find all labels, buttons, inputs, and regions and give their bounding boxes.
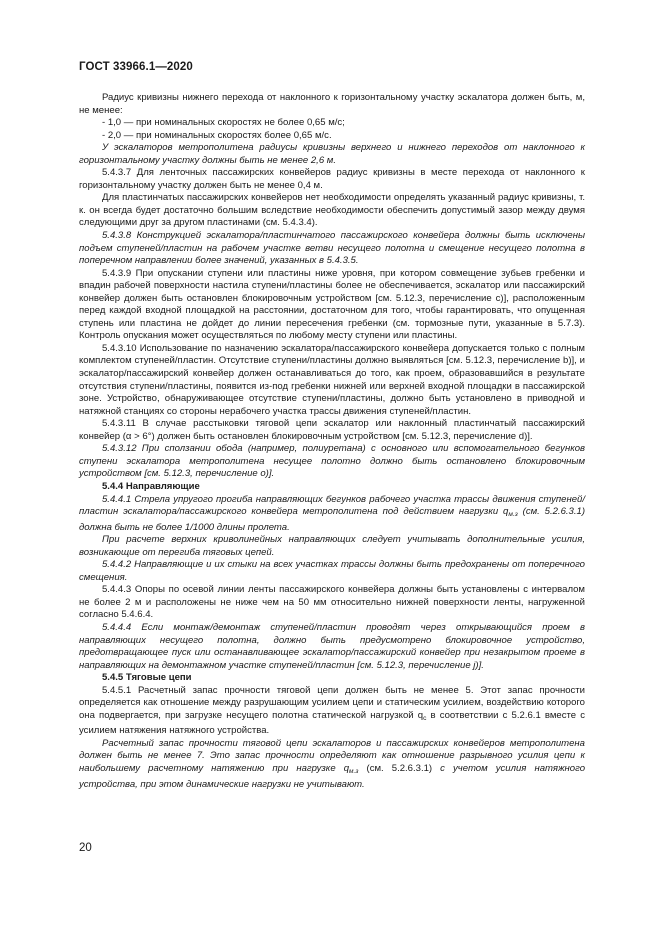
clause-text: Расчетный запас прочности тяговой цепи эскалаторов и пассажирских конвейеров метрополитена должен быть не менее 7. Это запас прочности определяют как отношение разрывного усилия цепи к наибольшему расчетному натяжению при нагрузке q: [79, 737, 585, 774]
clause-5-4-4-2: 5.4.4.2 Направляющие и их стыки на всех участках трассы должны быть предохранены от поперечного смещения.: [79, 559, 585, 583]
clause-5-4-4-3: 5.4.4.3 Опоры по осевой линии ленты пассажирского конвейера должны быть установлены с интервалом не более 2 м и расположены не ниже чем на 50 мм относительно нижней поверхности ленты, нагруженной согласно 5.4.6.4.: [79, 584, 585, 621]
section-heading-5-4-4: 5.4.4 Направляющие: [102, 480, 200, 492]
clause-5-4-4-1: [79, 494, 585, 535]
clause-text: (см. 5.2.6.3.1) должна быть не более 1/1000 длины пролета.: [79, 506, 585, 533]
section-heading-5-4-5: 5.4.5 Тяговые цепи: [102, 672, 192, 684]
clause-text: 5.4.4.1 Стрела упругого прогиба направляющих бегунков рабочего участка трассы движения ступеней/пластин эскалатора/пассажирского конвейера метрополитена под действием нагрузки q: [79, 493, 585, 518]
document-header: ГОСТ 33966.1—2020: [79, 61, 193, 73]
clause-5-4-3-12: 5.4.3.12 При сползании обода (например, полиуретана) с основного или вспомогательного бегунков ступени эскалатора метрополитена несущее полотно должно быть остановлено блокировочным устройством [см. 5.12.3, перечисление о)].: [79, 443, 585, 480]
paragraph: Радиус кривизны нижнего перехода от наклонного к горизонтальному участку эскалатора должен быть, м, не менее:: [79, 92, 585, 116]
clause-text: (см. 5.2.6.3.1): [358, 762, 433, 774]
clause-5-4-3-10: 5.4.3.10 Использование по назначению эскалатора/пассажирского конвейера допускается только с полным комплектом ступеней/пластин. Отсутствие ступени/пластины должно выявляться [см. 5.12.3, перечисление b)], и эскалатор/пассажирский конвейер должен останавливаться до того, как проем, образовавшийся в результате отсутствия ступени/пластины, появится из-под гребенки нижней или верхней входной площадки в пассажирской зоне. Устройство, обнаруживающее отсутствие ступени/пластины, должно быть установлено в приводной и натяжной станциях со стороны нерабочего участка трассы движения ступеней/пластин.: [79, 342, 585, 417]
list-item: - 1,0 — при номинальных скоростях не более 0,65 м/с;: [102, 117, 345, 129]
subscript: с: [423, 714, 427, 722]
paragraph: [79, 738, 585, 791]
page-body: [79, 92, 585, 791]
clause-5-4-3-7: 5.4.3.7 Для ленточных пассажирских конвейеров радиус кривизны в месте перехода от наклонного к горизонтальному участку должен быть не менее 0,4 м.: [79, 167, 585, 191]
subscript: м.з: [508, 511, 518, 519]
paragraph: У эскалаторов метрополитена радиусы кривизны верхнего и нижнего переходов от наклонного к горизонтальному участку должны быть не менее 2,6 м.: [79, 142, 585, 166]
clause-text: с учетом усилия натяжного устройства, при этом динамические нагрузки не учитывают.: [79, 762, 586, 790]
paragraph: При расчете верхних криволинейных направляющих следует учитывать дополнительные усилия, возникающие от перегиба тяговых цепей.: [79, 534, 585, 558]
subscript: м.з: [349, 767, 359, 775]
clause-5-4-3-8: 5.4.3.8 Конструкцией эскалатора/пластинчатого пассажирского конвейера должны быть исключены подъем ступеней/пластин на рабочем участке ветви несущего полотна и смещение несущего полотна в поперечном направлении более значений, указанных в 5.4.3.5.: [79, 230, 585, 267]
clause-5-4-3-9: 5.4.3.9 При опускании ступени или пластины ниже уровня, при котором совмещение зубьев гребенки и впадин рабочей поверхности настила ступени/пластины более не обеспечивается, эскалатор или пассажирский конвейер должен быть остановлен блокировочным устройством [см. 5.12.3, перечисление с)], расположенным перед каждой входной площадкой на расстоянии, достаточном для того, чтобы гарантировать, что опущенная ступень или пластина не дойдет до линии пересечения гребенки (см. тормозные пути, указанные в 5.7.3). Контроль опускания может осуществляться по любому месту ступени или пластины.: [79, 267, 585, 342]
clause-text: в соответствии с 5.2.6.1 вместе с усилием натяжения натяжного устройства.: [79, 709, 585, 737]
paragraph: Для пластинчатых пассажирских конвейеров нет необходимости определять указанный радиус кривизны, т. к. он всегда будет достаточно большим вследствие необходимости обеспечить допустимый зазор между двумя следующими друг за другом пластинами (см. 5.4.3.4).: [79, 192, 585, 229]
clause-5-4-4-4: 5.4.4.4 Если монтаж/демонтаж ступеней/пластин проводят через открывающийся проем в направляющих несущего полотна, должно быть предусмотрено блокировочное устройство, предотвращающее пуск или останавливающее эскалатор/пассажирский конвейер при незакрытом проеме в направляющих на демонтажном участке ступеней/пластин [см. 5.12.3, перечисление j)].: [79, 621, 585, 671]
page-number: 20: [79, 842, 92, 854]
clause-5-4-5-1: [79, 685, 585, 738]
clause-text: 5.4.5.1 Расчетный запас прочности тяговой цепи должен быть не менее 5. Этот запас прочности определяется как отношение между разрушающим усилием цепи и статическим усилием, воздействию которого она подвергается, при загрузке несущего полотна статической нагрузкой q: [79, 684, 585, 721]
list-item: - 2,0 — при номинальных скоростях более 0,65 м/с.: [102, 129, 332, 141]
clause-5-4-3-11: 5.4.3.11 В случае расстыковки тяговой цепи эскалатор или наклонный пластинчатый пассажирский конвейер (α > 6°) должен быть остановлен блокировочным устройством [см. 5.12.3, перечисление d)].: [79, 418, 585, 442]
